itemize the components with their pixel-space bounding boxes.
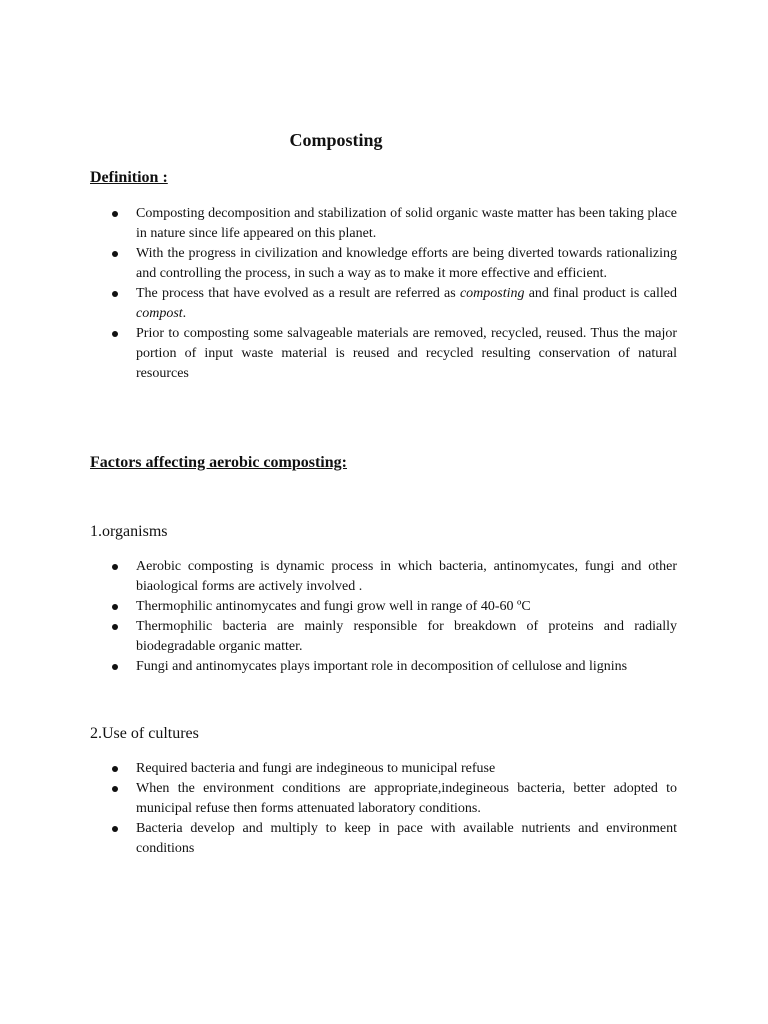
bullet-icon — [112, 766, 118, 772]
bullet-icon — [112, 291, 118, 297]
list-item-text: Thermophilic bacteria are mainly responsible for breakdown of proteins and radially biodegradable organic matter. — [136, 619, 677, 654]
page-title: Composting — [289, 130, 383, 150]
list-item-text: Thermophilic antinomycates and fungi grow well in range of 40-60 ºC — [136, 599, 531, 614]
list-item — [112, 597, 677, 617]
bullet-icon — [112, 826, 118, 832]
list-item — [112, 284, 677, 324]
factors-heading: Factors affecting aerobic composting: — [90, 454, 347, 471]
bullet-icon — [112, 211, 118, 217]
list-item-text: Bacteria develop and multiply to keep in pace with available nutrients and environment conditions — [136, 821, 677, 856]
bullet-icon — [112, 624, 118, 630]
cultures-list — [112, 759, 677, 859]
list-item-text: . — [182, 306, 187, 321]
definition-heading: Definition : — [90, 169, 168, 186]
list-item — [112, 617, 677, 657]
list-item-text: Composting decomposition and stabilization of solid organic waste matter has been taking place in nature since life appeared on this planet. — [136, 206, 677, 241]
organisms-heading: 1.organisms — [90, 523, 168, 540]
term-composting: composting — [459, 286, 525, 301]
list-item — [112, 819, 677, 859]
bullet-icon — [112, 664, 118, 670]
list-item-text: The process that have evolved as a result are referred as — [136, 286, 460, 301]
list-item-text: When the environment conditions are appropriate,indegineous bacteria, better adopted to municipal refuse then forms attenuated laboratory conditions. — [136, 781, 677, 816]
list-item — [112, 244, 677, 284]
list-item-text: With the progress in civilization and knowledge efforts are being diverted towards rationalizing and controlling the process, in such a way as to make it more effective and efficient. — [136, 246, 677, 281]
bullet-icon — [112, 331, 118, 337]
definition-list — [112, 204, 677, 384]
list-item — [112, 759, 677, 779]
list-item-text: Aerobic composting is dynamic process in which bacteria, antinomycates, fungi and other biaological forms are actively involved . — [136, 559, 677, 594]
list-item — [112, 557, 677, 597]
bullet-icon — [112, 251, 118, 257]
bullet-icon — [112, 786, 118, 792]
term-compost: compost — [136, 306, 183, 321]
list-item-text: Prior to composting some salvageable materials are removed, recycled, reused. Thus the major portion of input waste material is reused and recycled resulting conservation of natural resources — [136, 326, 677, 381]
list-item — [112, 779, 677, 819]
list-item-text: Fungi and antinomycates plays important role in decomposition of cellulose and lignins — [136, 659, 628, 674]
list-item — [112, 204, 677, 244]
bullet-icon — [112, 604, 118, 610]
cultures-heading: 2.Use of cultures — [90, 725, 199, 742]
list-item-text: Required bacteria and fungi are indegineous to municipal refuse — [136, 761, 496, 776]
bullet-icon — [112, 564, 118, 570]
organisms-list — [112, 557, 677, 677]
list-item — [112, 657, 677, 677]
list-item — [112, 324, 677, 384]
list-item-text: and final product is called — [524, 286, 677, 301]
